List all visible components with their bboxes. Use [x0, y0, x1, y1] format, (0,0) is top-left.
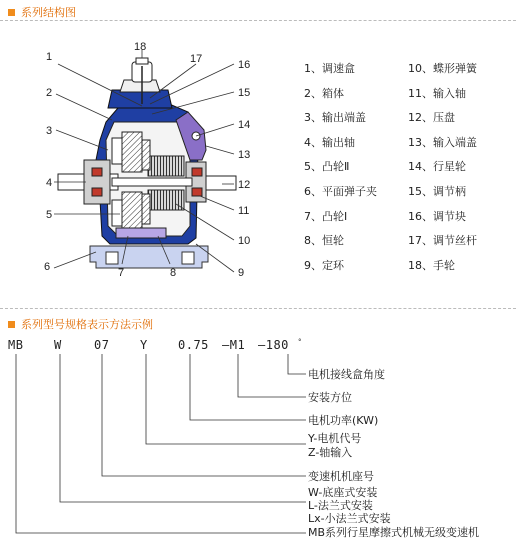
callout-13: 13	[238, 149, 251, 161]
part-item: 16、调节块	[408, 209, 466, 223]
part-item: 1、调速盒	[304, 62, 355, 75]
part-item: 18、手轮	[408, 258, 455, 272]
code-y: Y	[140, 338, 148, 352]
part-item: 15、调节柄	[408, 184, 466, 198]
code-angle: —180	[258, 338, 289, 352]
legend-series: MB系列行星摩擦式机械无级变速机	[308, 526, 480, 539]
callout-10: 10	[238, 235, 251, 247]
part-item: 8、恒轮	[304, 234, 344, 248]
callout-15: 15	[238, 87, 251, 99]
callout-2: 2	[46, 87, 53, 99]
part-item: 5、凸轮Ⅱ	[304, 160, 350, 174]
code-mb: MB	[8, 338, 24, 352]
part-item: 12、压盘	[408, 111, 455, 125]
part-item: 10、蝶形弹簧	[408, 62, 477, 75]
part-item: 3、输出端盖	[304, 111, 366, 125]
part-item: 13、输入端盖	[408, 135, 477, 149]
callout-6: 6	[44, 261, 51, 273]
legend-frame: 变速机机座号	[308, 470, 374, 483]
legend-mount-w: W-底座式安装	[308, 486, 378, 499]
legend-position: 安装方位	[308, 391, 352, 404]
part-item: 6、平面弹子夹	[304, 184, 377, 198]
section-title-text: 系列型号规格表示方法示例	[21, 318, 153, 331]
callout-14: 14	[238, 119, 251, 131]
callout-12: 12	[238, 179, 251, 191]
callout-18: 18	[134, 41, 147, 53]
callout-9: 9	[238, 267, 245, 279]
part-item: 4、输出轴	[304, 135, 355, 149]
part-item: 11、输入轴	[408, 86, 466, 100]
part-item: 9、定环	[304, 258, 344, 272]
part-item: 17、调节丝杆	[408, 234, 477, 248]
legend-mount-lx: Lx-小法兰式安装	[308, 512, 391, 525]
code-power: 0.75	[178, 338, 209, 352]
legend-axis-input: Z-轴输入	[308, 446, 353, 459]
callout-16: 16	[238, 59, 251, 71]
section-title-text: 系列结构图	[21, 6, 76, 19]
callout-1: 1	[46, 51, 53, 63]
callout-17: 17	[190, 53, 203, 65]
code-07: 07	[94, 338, 110, 352]
legend-power: 电机功率(KW)	[308, 414, 379, 427]
part-item: 2、箱体	[304, 86, 344, 100]
callout-4: 4	[46, 177, 53, 189]
callout-11: 11	[238, 205, 250, 217]
callout-8: 8	[170, 267, 177, 279]
callout-3: 3	[46, 125, 53, 137]
part-item: 7、凸轮Ⅰ	[304, 209, 348, 223]
code-w: W	[54, 338, 62, 352]
callout-5: 5	[46, 209, 53, 221]
legend-motor-code: Y-电机代号	[308, 432, 362, 445]
part-item: 14、行星轮	[408, 160, 466, 174]
code-m1: —M1	[222, 338, 246, 352]
legend-mount-l: L-法兰式安装	[308, 499, 373, 512]
degree-sign: °	[298, 338, 302, 346]
legend-angle: 电机接线盒角度	[308, 368, 385, 381]
callout-7: 7	[118, 267, 125, 279]
